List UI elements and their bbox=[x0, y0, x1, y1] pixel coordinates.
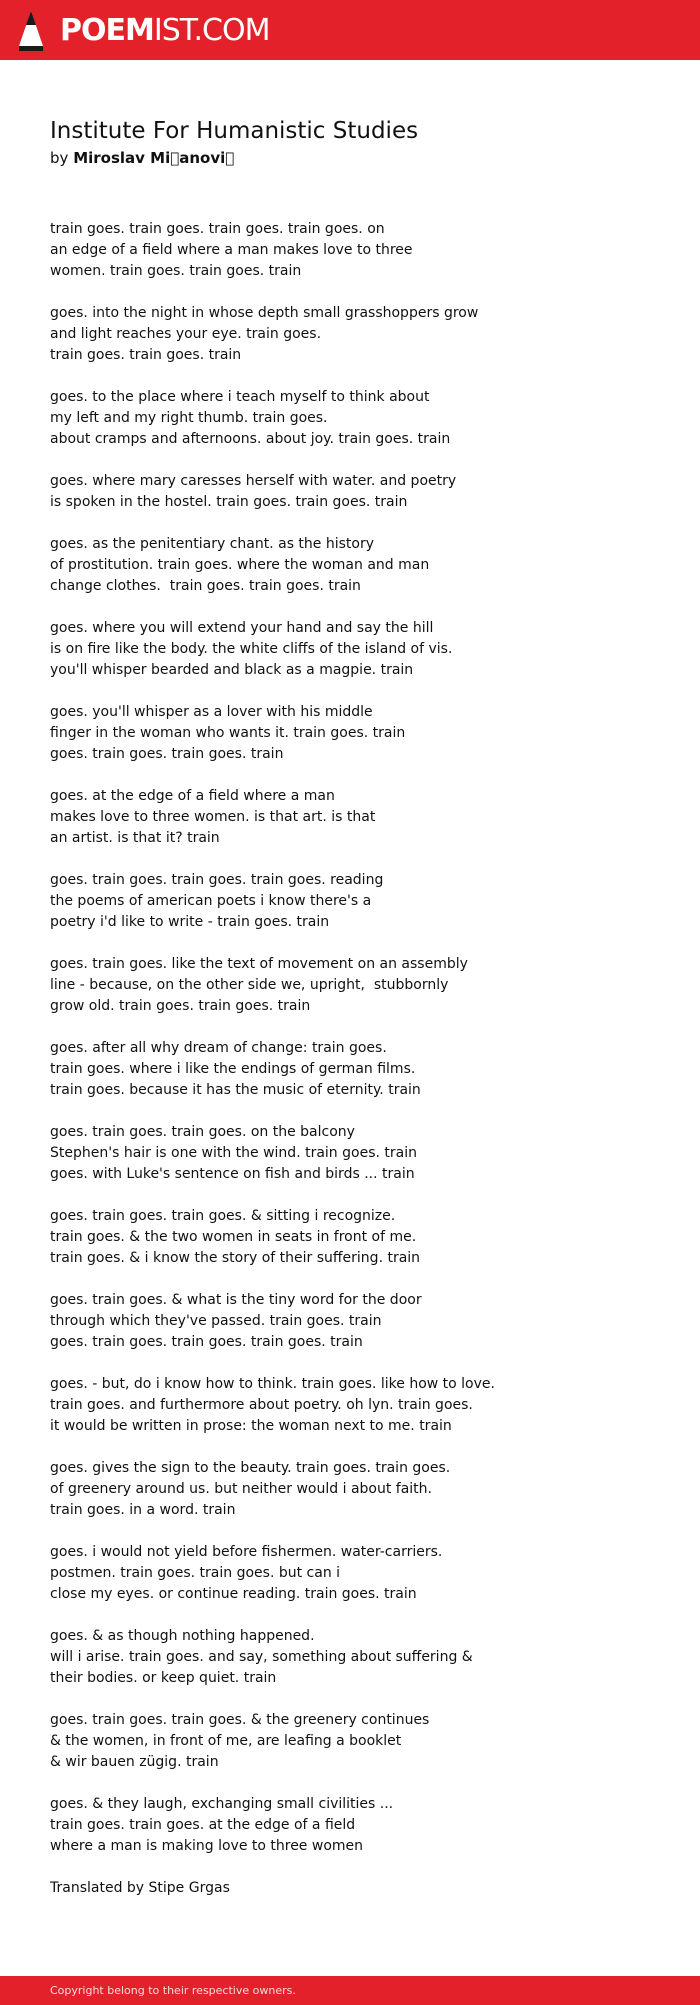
stanza bbox=[50, 387, 650, 450]
poem-line: is on fire like the body. the white cliffs of the island of vis. bbox=[50, 641, 453, 657]
stanza bbox=[50, 1794, 650, 1857]
poem-line: grow old. train goes. train goes. train bbox=[50, 998, 311, 1014]
poem-line: close my eyes. or continue reading. train goes. train bbox=[50, 1586, 417, 1602]
poem-line: train goes. train goes. train goes. train goes. on bbox=[50, 221, 385, 237]
poem-line: goes. you'll whisper as a lover with his middle bbox=[50, 704, 373, 720]
stanza bbox=[50, 1038, 650, 1101]
poem-line: goes. with Luke's sentence on fish and birds ... train bbox=[50, 1166, 415, 1182]
poem-title: Institute For Humanistic Studies bbox=[50, 118, 419, 144]
poem-line: about cramps and afternoons. about joy. train goes. train bbox=[50, 431, 451, 447]
stanza bbox=[50, 303, 650, 366]
poem-line: goes. to the place where i teach myself to think about bbox=[50, 389, 430, 405]
copyright-text: Copyright belong to their respective owners. bbox=[50, 1984, 296, 1997]
byline bbox=[50, 148, 234, 168]
by-label: by bbox=[50, 149, 69, 167]
poem-line: train goes. train goes. at the edge of a field bbox=[50, 1817, 356, 1833]
poem-line: will i arise. train goes. and say, something about suffering & bbox=[50, 1649, 473, 1665]
poem-line: the poems of american poets i know there's a bbox=[50, 893, 372, 909]
stanza bbox=[50, 1122, 650, 1185]
poem-line: train goes. in a word. train bbox=[50, 1502, 236, 1518]
poem-line: finger in the woman who wants it. train goes. train bbox=[50, 725, 406, 741]
poem-line: goes. at the edge of a field where a man bbox=[50, 788, 335, 804]
translator-credit: Translated by Stipe Grgas bbox=[50, 1880, 230, 1896]
site-logo[interactable] bbox=[18, 10, 269, 52]
poem-line: train goes. and furthermore about poetry. oh lyn. train goes. bbox=[50, 1397, 473, 1413]
poem-line: goes. train goes. train goes. train goes. reading bbox=[50, 872, 384, 888]
stanza bbox=[50, 1458, 650, 1521]
poem-line: of greenery around us. but neither would i about faith. bbox=[50, 1481, 432, 1497]
poem-line: goes. where you will extend your hand and say the hill bbox=[50, 620, 434, 636]
poem-line: postmen. train goes. train goes. but can i bbox=[50, 1565, 341, 1581]
poem-line: goes. train goes. train goes. & the greenery continues bbox=[50, 1712, 430, 1728]
poem-line: poetry i'd like to write - train goes. train bbox=[50, 914, 330, 930]
poem-line: an edge of a field where a man makes love to three bbox=[50, 242, 413, 258]
stanza bbox=[50, 870, 650, 933]
site-header bbox=[0, 0, 700, 60]
poem-line: goes. i would not yield before fishermen. water-carriers. bbox=[50, 1544, 443, 1560]
poem-line: makes love to three women. is that art. is that bbox=[50, 809, 376, 825]
logo-text bbox=[60, 13, 270, 48]
stanza bbox=[50, 1206, 650, 1269]
stanza bbox=[50, 534, 650, 597]
stanza bbox=[50, 1710, 650, 1773]
poem-line: train goes. because it has the music of eternity. train bbox=[50, 1082, 421, 1098]
poem-line: goes. - but, do i know how to think. train goes. like how to love. bbox=[50, 1376, 495, 1392]
poem-line: their bodies. or keep quiet. train bbox=[50, 1670, 277, 1686]
poem-line: goes. gives the sign to the beauty. train goes. train goes. bbox=[50, 1460, 451, 1476]
poem-body bbox=[50, 219, 650, 1899]
stanza bbox=[50, 471, 650, 513]
poem-line: through which they've passed. train goes. train bbox=[50, 1313, 382, 1329]
stanza bbox=[50, 1290, 650, 1353]
poem-line: line - because, on the other side we, upright, stubbornly bbox=[50, 977, 449, 993]
stanza bbox=[50, 219, 650, 282]
stanza bbox=[50, 618, 650, 681]
poem-line: train goes. & i know the story of their suffering. train bbox=[50, 1250, 421, 1266]
poem-line: goes. train goes. like the text of movement on an assembly bbox=[50, 956, 468, 972]
logo-text-bold: POEM bbox=[60, 13, 154, 48]
stanza bbox=[50, 786, 650, 849]
poem-line: goes. into the night in whose depth small grasshoppers grow bbox=[50, 305, 479, 321]
poem-line: goes. & they laugh, exchanging small civilities ... bbox=[50, 1796, 394, 1812]
poem-line: it would be written in prose: the woman next to me. train bbox=[50, 1418, 452, 1434]
poem-line: is spoken in the hostel. train goes. train goes. train bbox=[50, 494, 408, 510]
author-link[interactable]: Miroslav Mi anovi  bbox=[73, 149, 235, 167]
stanza bbox=[50, 1374, 650, 1437]
poem-line: goes. train goes. & what is the tiny word for the door bbox=[50, 1292, 422, 1308]
poem-line: goes. train goes. train goes. train goes. train bbox=[50, 1334, 363, 1350]
poem-line: & wir bauen zügig. train bbox=[50, 1754, 219, 1770]
site-footer bbox=[0, 1976, 700, 2005]
poem-line: & the women, in front of me, are leafing a booklet bbox=[50, 1733, 402, 1749]
poem-line: train goes. train goes. train bbox=[50, 347, 242, 363]
poem-line: Stephen's hair is one with the wind. train goes. train bbox=[50, 1145, 417, 1161]
stanza bbox=[50, 702, 650, 765]
stanza bbox=[50, 1542, 650, 1605]
stanza bbox=[50, 1626, 650, 1689]
stanza bbox=[50, 954, 650, 1017]
poem-line: and light reaches your eye. train goes. bbox=[50, 326, 322, 342]
poem-line: my left and my right thumb. train goes. bbox=[50, 410, 328, 426]
poem-line: goes. train goes. train goes. train bbox=[50, 746, 284, 762]
poem-line: an artist. is that it? train bbox=[50, 830, 220, 846]
poem-line: goes. & as though nothing happened. bbox=[50, 1628, 315, 1644]
poem-line: goes. train goes. train goes. & sitting i recognize. bbox=[50, 1208, 396, 1224]
poem-line: where a man is making love to three women bbox=[50, 1838, 364, 1854]
poem-line: goes. train goes. train goes. on the balcony bbox=[50, 1124, 355, 1140]
poem-line: goes. after all why dream of change: train goes. bbox=[50, 1040, 387, 1056]
poem-line: change clothes. train goes. train goes. train bbox=[50, 578, 361, 594]
logo-text-light: IST.COM bbox=[153, 13, 270, 48]
poem-line: train goes. where i like the endings of german films. bbox=[50, 1061, 416, 1077]
poem-line: goes. as the penitentiary chant. as the history bbox=[50, 536, 375, 552]
poem-line: women. train goes. train goes. train bbox=[50, 263, 302, 279]
poem-line: train goes. & the two women in seats in front of me. bbox=[50, 1229, 417, 1245]
poem-line: of prostitution. train goes. where the woman and man bbox=[50, 557, 430, 573]
pencil-icon bbox=[18, 10, 44, 52]
poem-line: you'll whisper bearded and black as a magpie. train bbox=[50, 662, 414, 678]
poem-line: goes. where mary caresses herself with water. and poetry bbox=[50, 473, 457, 489]
